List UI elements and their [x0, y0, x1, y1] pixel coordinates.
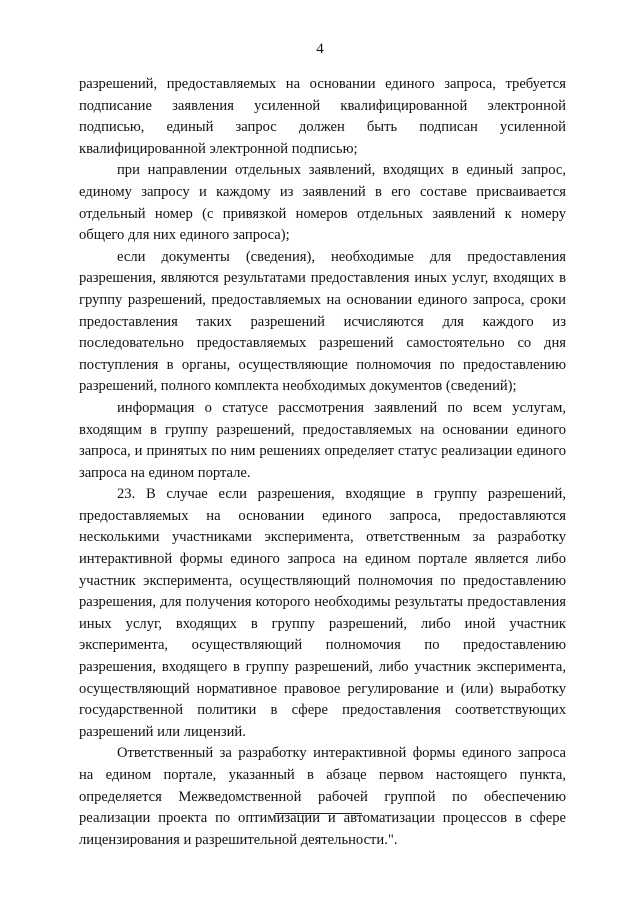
paragraph-status-information: информация о статусе рассмотрения заявлений по всем услугам, входящим в группу разрешений, предоставляемых на основании единого запроса, и принятых по ним решениях определяет статус реализации единого запроса на едином портале. [79, 399, 566, 481]
paragraph-item-23: 23. В случае если разрешения, входящие в группу разрешений, предоставляемых на основании единого запроса, предоставляются несколькими участниками эксперимента, ответственным за разработку интерактивной формы единого запроса на едином портале является либо участник эксперимента, осуществляющий полномочия по предоставлению разрешения, для получения которого необходимы результаты предоставления иных услуг, входящих в группу разрешений, либо иной участник эксперимента, осуществляющий полномочия по предоставлению разрешения, входящего в группу разрешений, либо участник эксперимента, осуществляющий нормативное правовое регулирование и (или) выработку государственной политики в сфере предоставления соответствующих разрешений или лицензий. [79, 486, 566, 740]
document-body [79, 74, 566, 851]
paragraph-documents-terms: если документы (сведения), необходимые для предоставления разрешения, являются результатами предоставления иных услуг, входящих в группу разрешений, предоставляемых на основании единого запроса, сроки предоставления таких разрешений исчисляются для каждого из последовательно предоставляемых разрешений самостоятельно со дня поступления в органы, осуществляющие полномочия по предоставлению разрешений, полного комплекта необходимых документов (сведений); [79, 248, 566, 395]
paragraph-continuation: разрешений, предоставляемых на основании единого запроса, требуется подписание заявления усиленной квалифицированной электронной подписью, единый запрос должен быть подписан усиленной квалифицированной электронной подписью; [79, 76, 566, 157]
end-of-text-rule [275, 813, 362, 814]
page-number: 4 [316, 41, 324, 57]
paragraph-separate-applications: при направлении отдельных заявлений, входящих в единый запрос, единому запросу и каждому из заявлений в его составе присваивается отдельный номер (с привязкой номеров отдельных заявлений к номеру общего для них единого запроса); [79, 162, 566, 244]
paragraph-responsible-party: Ответственный за разработку интерактивной формы единого запроса на едином портале, указанный в абзаце первом настоящего пункта, определяется Межведомственной рабочей группой по обеспечению реализации проекта по оптимизации и автоматизации процессов в сфере лицензирования и разрешительной деятельности.". [79, 745, 566, 848]
